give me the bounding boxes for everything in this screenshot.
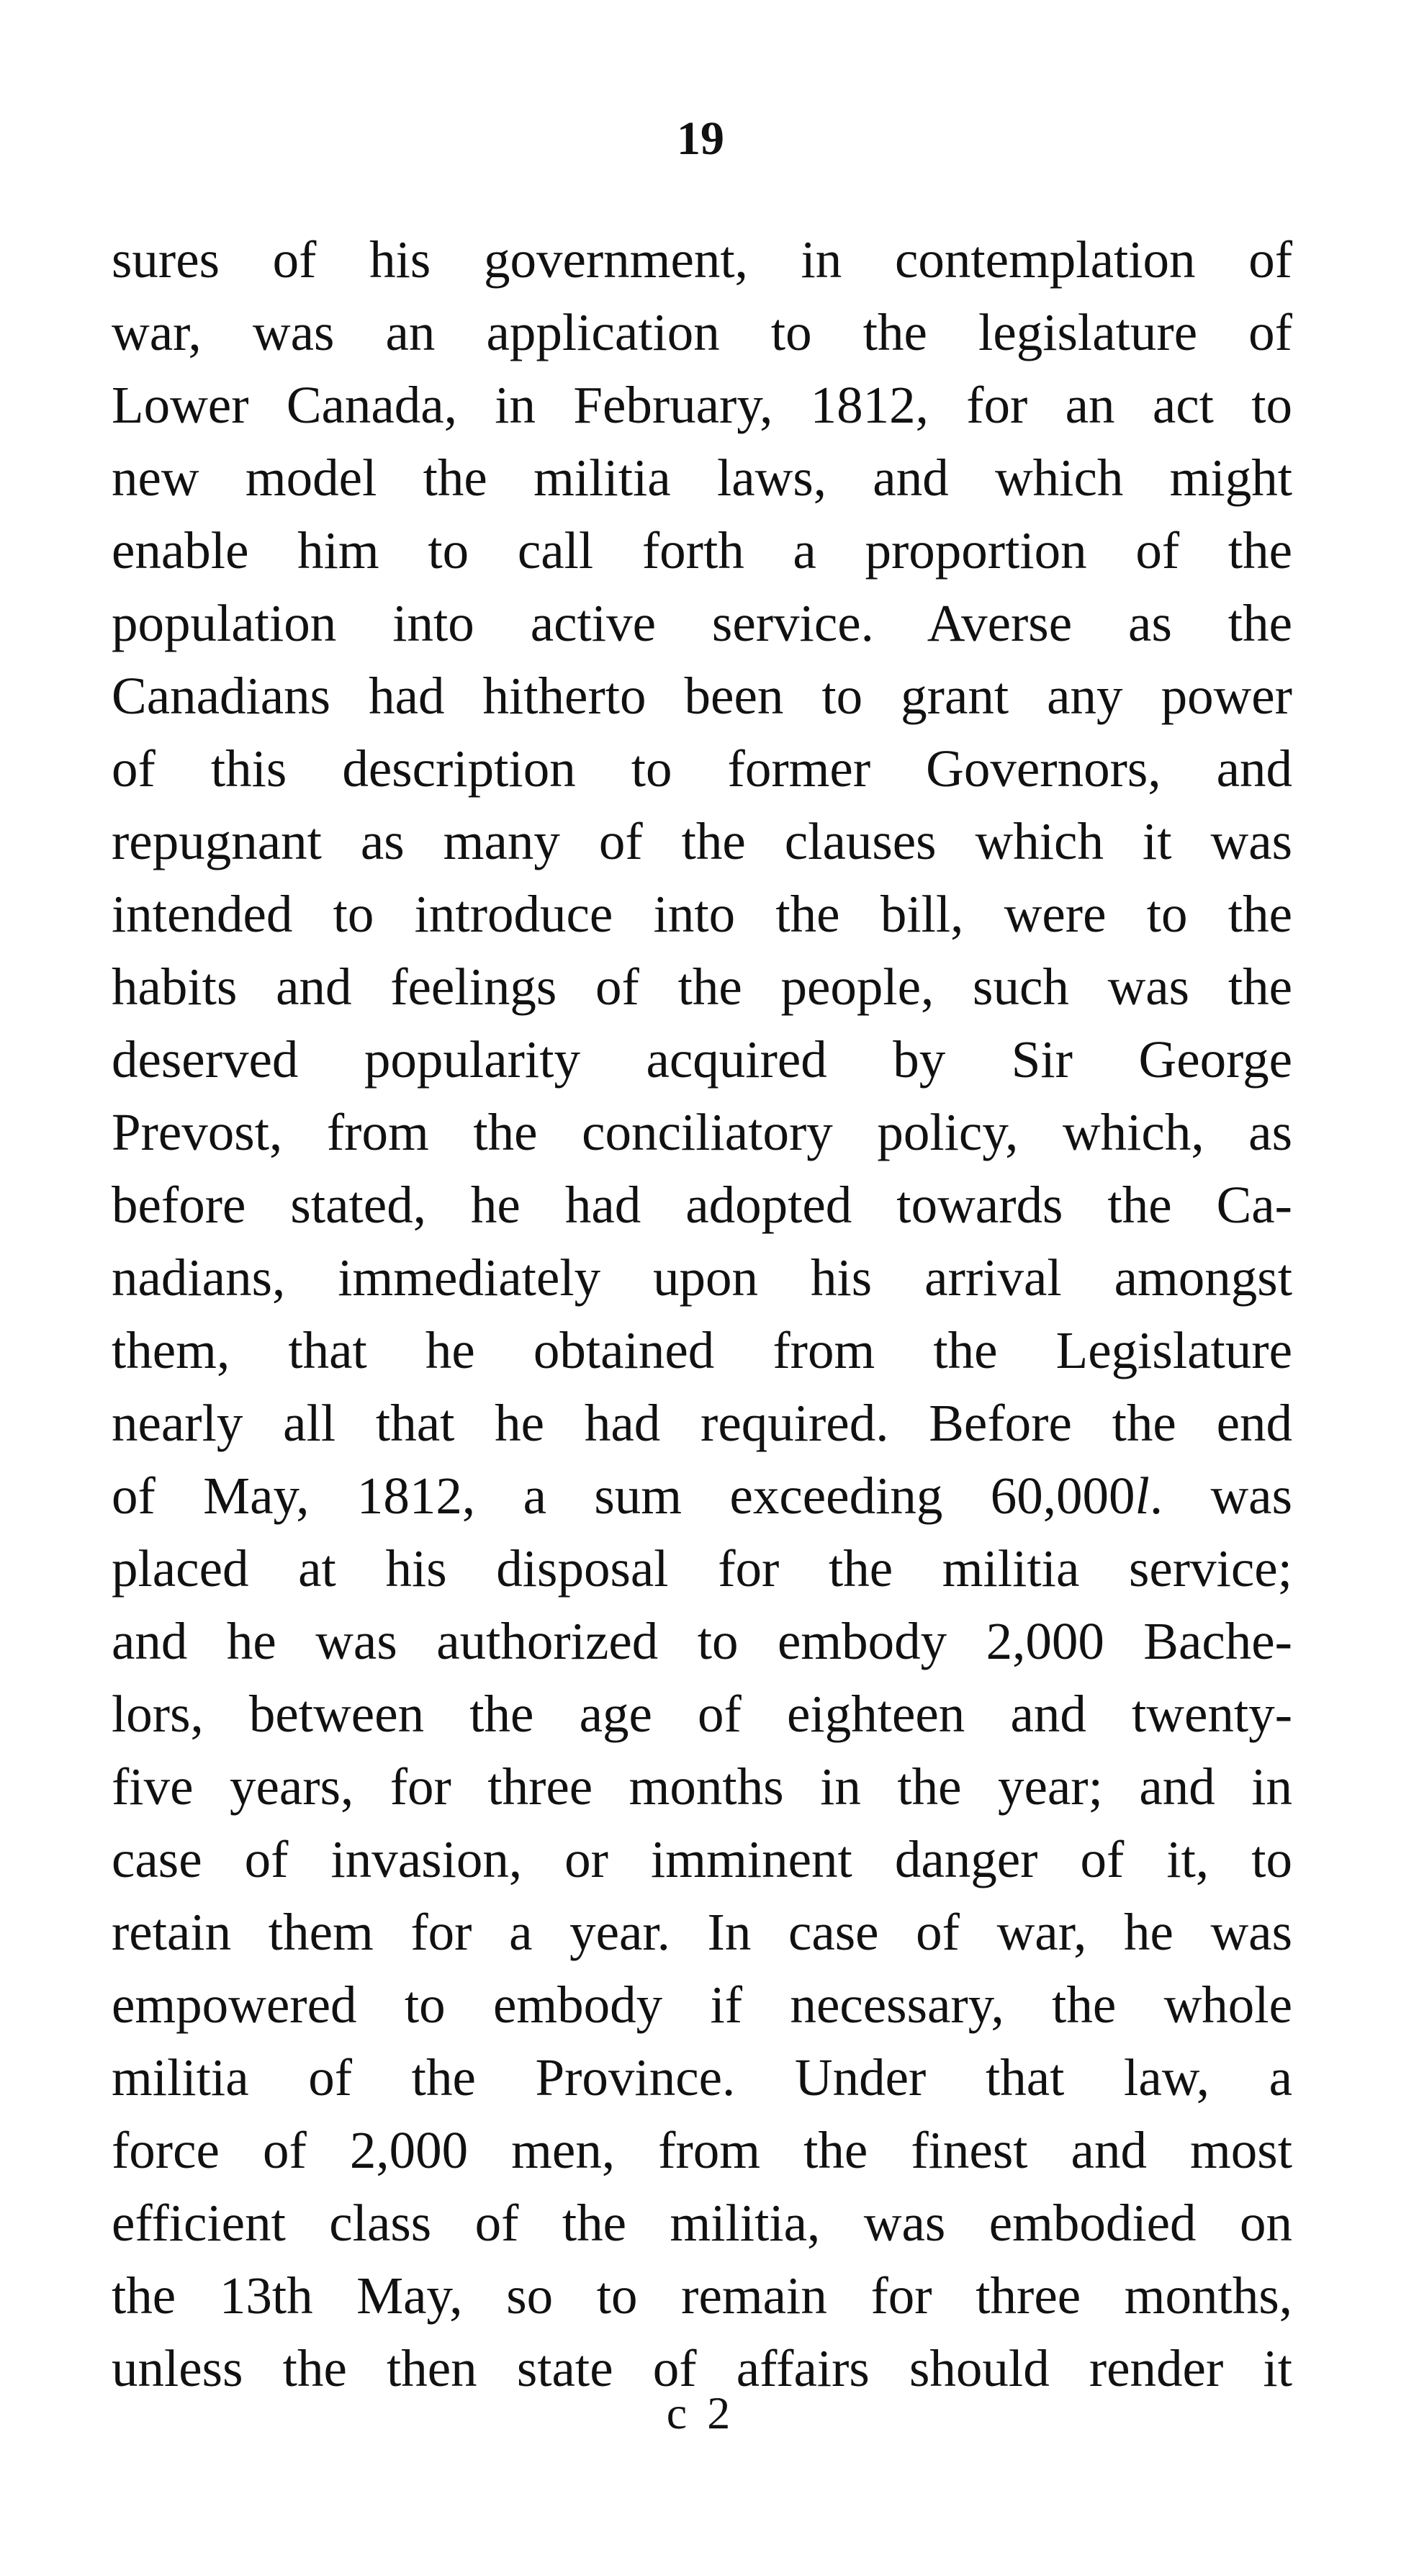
body-text <box>112 223 1292 2405</box>
page-number: 19 <box>677 112 724 165</box>
text-line: placed at his disposal for the militia service; <box>112 1539 1292 1598</box>
text-line: them, that he obtained from the Legislature <box>112 1321 1292 1379</box>
text-line: Prevost, from the conciliatory policy, which, as <box>112 1103 1292 1161</box>
text-line: and he was authorized to embody 2,000 Bache- <box>112 1612 1292 1670</box>
text-line: of May, 1812, a sum exceeding 60,000l. was <box>112 1467 1292 1525</box>
text-line: the 13th May, so to remain for three months, <box>112 2266 1292 2325</box>
signature-mark: c 2 <box>666 2387 735 2438</box>
text-line: five years, for three months in the year; and in <box>112 1757 1292 1816</box>
text-line: before stated, he had adopted towards the Ca- <box>112 1176 1292 1234</box>
text-line: habits and feelings of the people, such was the <box>112 958 1292 1016</box>
text-line: new model the militia laws, and which might <box>112 449 1292 507</box>
text-line: population into active service. Averse as the <box>112 594 1292 652</box>
text-line: Lower Canada, in February, 1812, for an act to <box>112 376 1292 434</box>
text-line: Canadians had hitherto been to grant any power <box>112 667 1292 725</box>
text-line: militia of the Province. Under that law, a <box>112 2048 1292 2107</box>
text-line: unless the then state of affairs should render it <box>112 2339 1292 2397</box>
text-line: force of 2,000 men, from the finest and most <box>112 2121 1292 2179</box>
text-line: enable him to call forth a proportion of the <box>112 521 1292 580</box>
text-line: lors, between the age of eighteen and twenty- <box>112 1685 1292 1743</box>
text-line: case of invasion, or imminent danger of it, to <box>112 1830 1292 1888</box>
text-line: deserved popularity acquired by Sir George <box>112 1030 1292 1089</box>
text-line: repugnant as many of the clauses which it was <box>112 812 1292 870</box>
text-line: intended to introduce into the bill, were to the <box>112 885 1292 943</box>
text-line: war, was an application to the legislature of <box>112 303 1292 361</box>
text-line: empowered to embody if necessary, the whole <box>112 1976 1292 2034</box>
text-line: efficient class of the militia, was embodied on <box>112 2194 1292 2252</box>
text-line: nadians, immediately upon his arrival amongst <box>112 1248 1292 1307</box>
text-line: of this description to former Governors, and <box>112 739 1292 798</box>
text-line: retain them for a year. In case of war, he was <box>112 1903 1292 1961</box>
text-line: sures of his government, in contemplation of <box>112 230 1292 289</box>
text-line: nearly all that he had required. Before the end <box>112 1394 1292 1452</box>
